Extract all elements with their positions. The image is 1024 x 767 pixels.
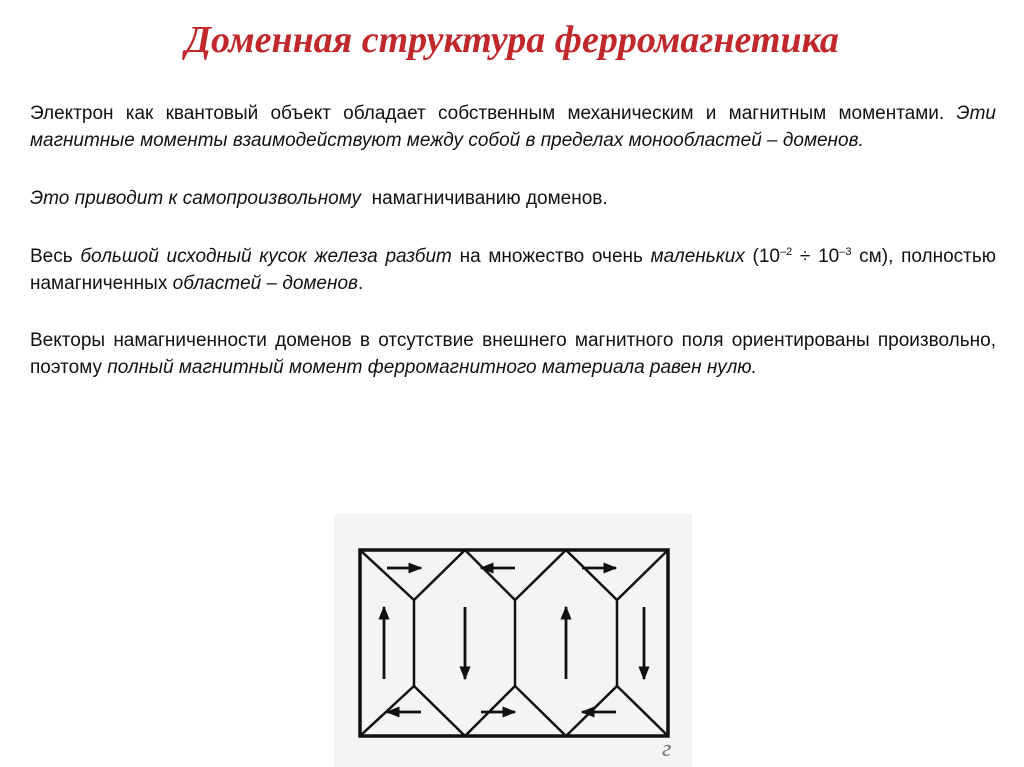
domain-boundaries bbox=[360, 550, 668, 736]
domain-diagram bbox=[334, 514, 692, 767]
domain-structure-figure bbox=[334, 514, 692, 767]
paragraph-emphasis: полный магнитный момент ферромагнитного материала равен нулю. bbox=[107, 357, 757, 378]
paragraph-emphasis: областей – доменов bbox=[172, 273, 358, 294]
paragraph-text: на множество очень bbox=[451, 246, 651, 267]
paragraph-text: Электрон как квантовый объект обладает собственным механическим и магнитным моментами. bbox=[30, 103, 957, 124]
paragraph-emphasis: большой исходный кусок железа разбит bbox=[80, 246, 452, 267]
paragraph-text: ÷ 10 bbox=[792, 246, 840, 267]
exponent: –3 bbox=[839, 246, 852, 258]
paragraph-emphasis: Эти магнитные моменты взаимодействуют между собой в пределах монообластей – доменов. bbox=[30, 103, 996, 151]
paragraph-text: (10 bbox=[744, 246, 780, 267]
slide-title: Доменная структура ферромагнетика bbox=[185, 19, 839, 61]
paragraph-text: Весь bbox=[30, 246, 81, 267]
body-text bbox=[30, 100, 996, 412]
exponent: –2 bbox=[779, 246, 793, 258]
figure-caption: г bbox=[662, 736, 672, 762]
paragraph-text: намагничиванию доменов. bbox=[361, 188, 608, 209]
paragraph-emphasis: маленьких bbox=[650, 246, 745, 267]
domain-wall bbox=[414, 550, 668, 600]
domain-wall bbox=[414, 686, 668, 736]
paragraph-spontaneous bbox=[30, 185, 996, 212]
paragraph-vectors bbox=[30, 327, 996, 381]
paragraph-text: . bbox=[357, 273, 364, 294]
paragraph-emphasis: Это приводит к самопроизвольному bbox=[30, 188, 362, 209]
paragraph-iron-piece bbox=[30, 243, 996, 297]
paragraph-text: Векторы намагниченности доменов в отсутствие внешнего магнитного поля ориентированы произвольно, поэтому bbox=[30, 330, 996, 378]
paragraph-text: см), полностью намагниченных bbox=[30, 246, 996, 294]
domain-wall bbox=[360, 550, 414, 736]
paragraph-electron bbox=[30, 100, 996, 154]
